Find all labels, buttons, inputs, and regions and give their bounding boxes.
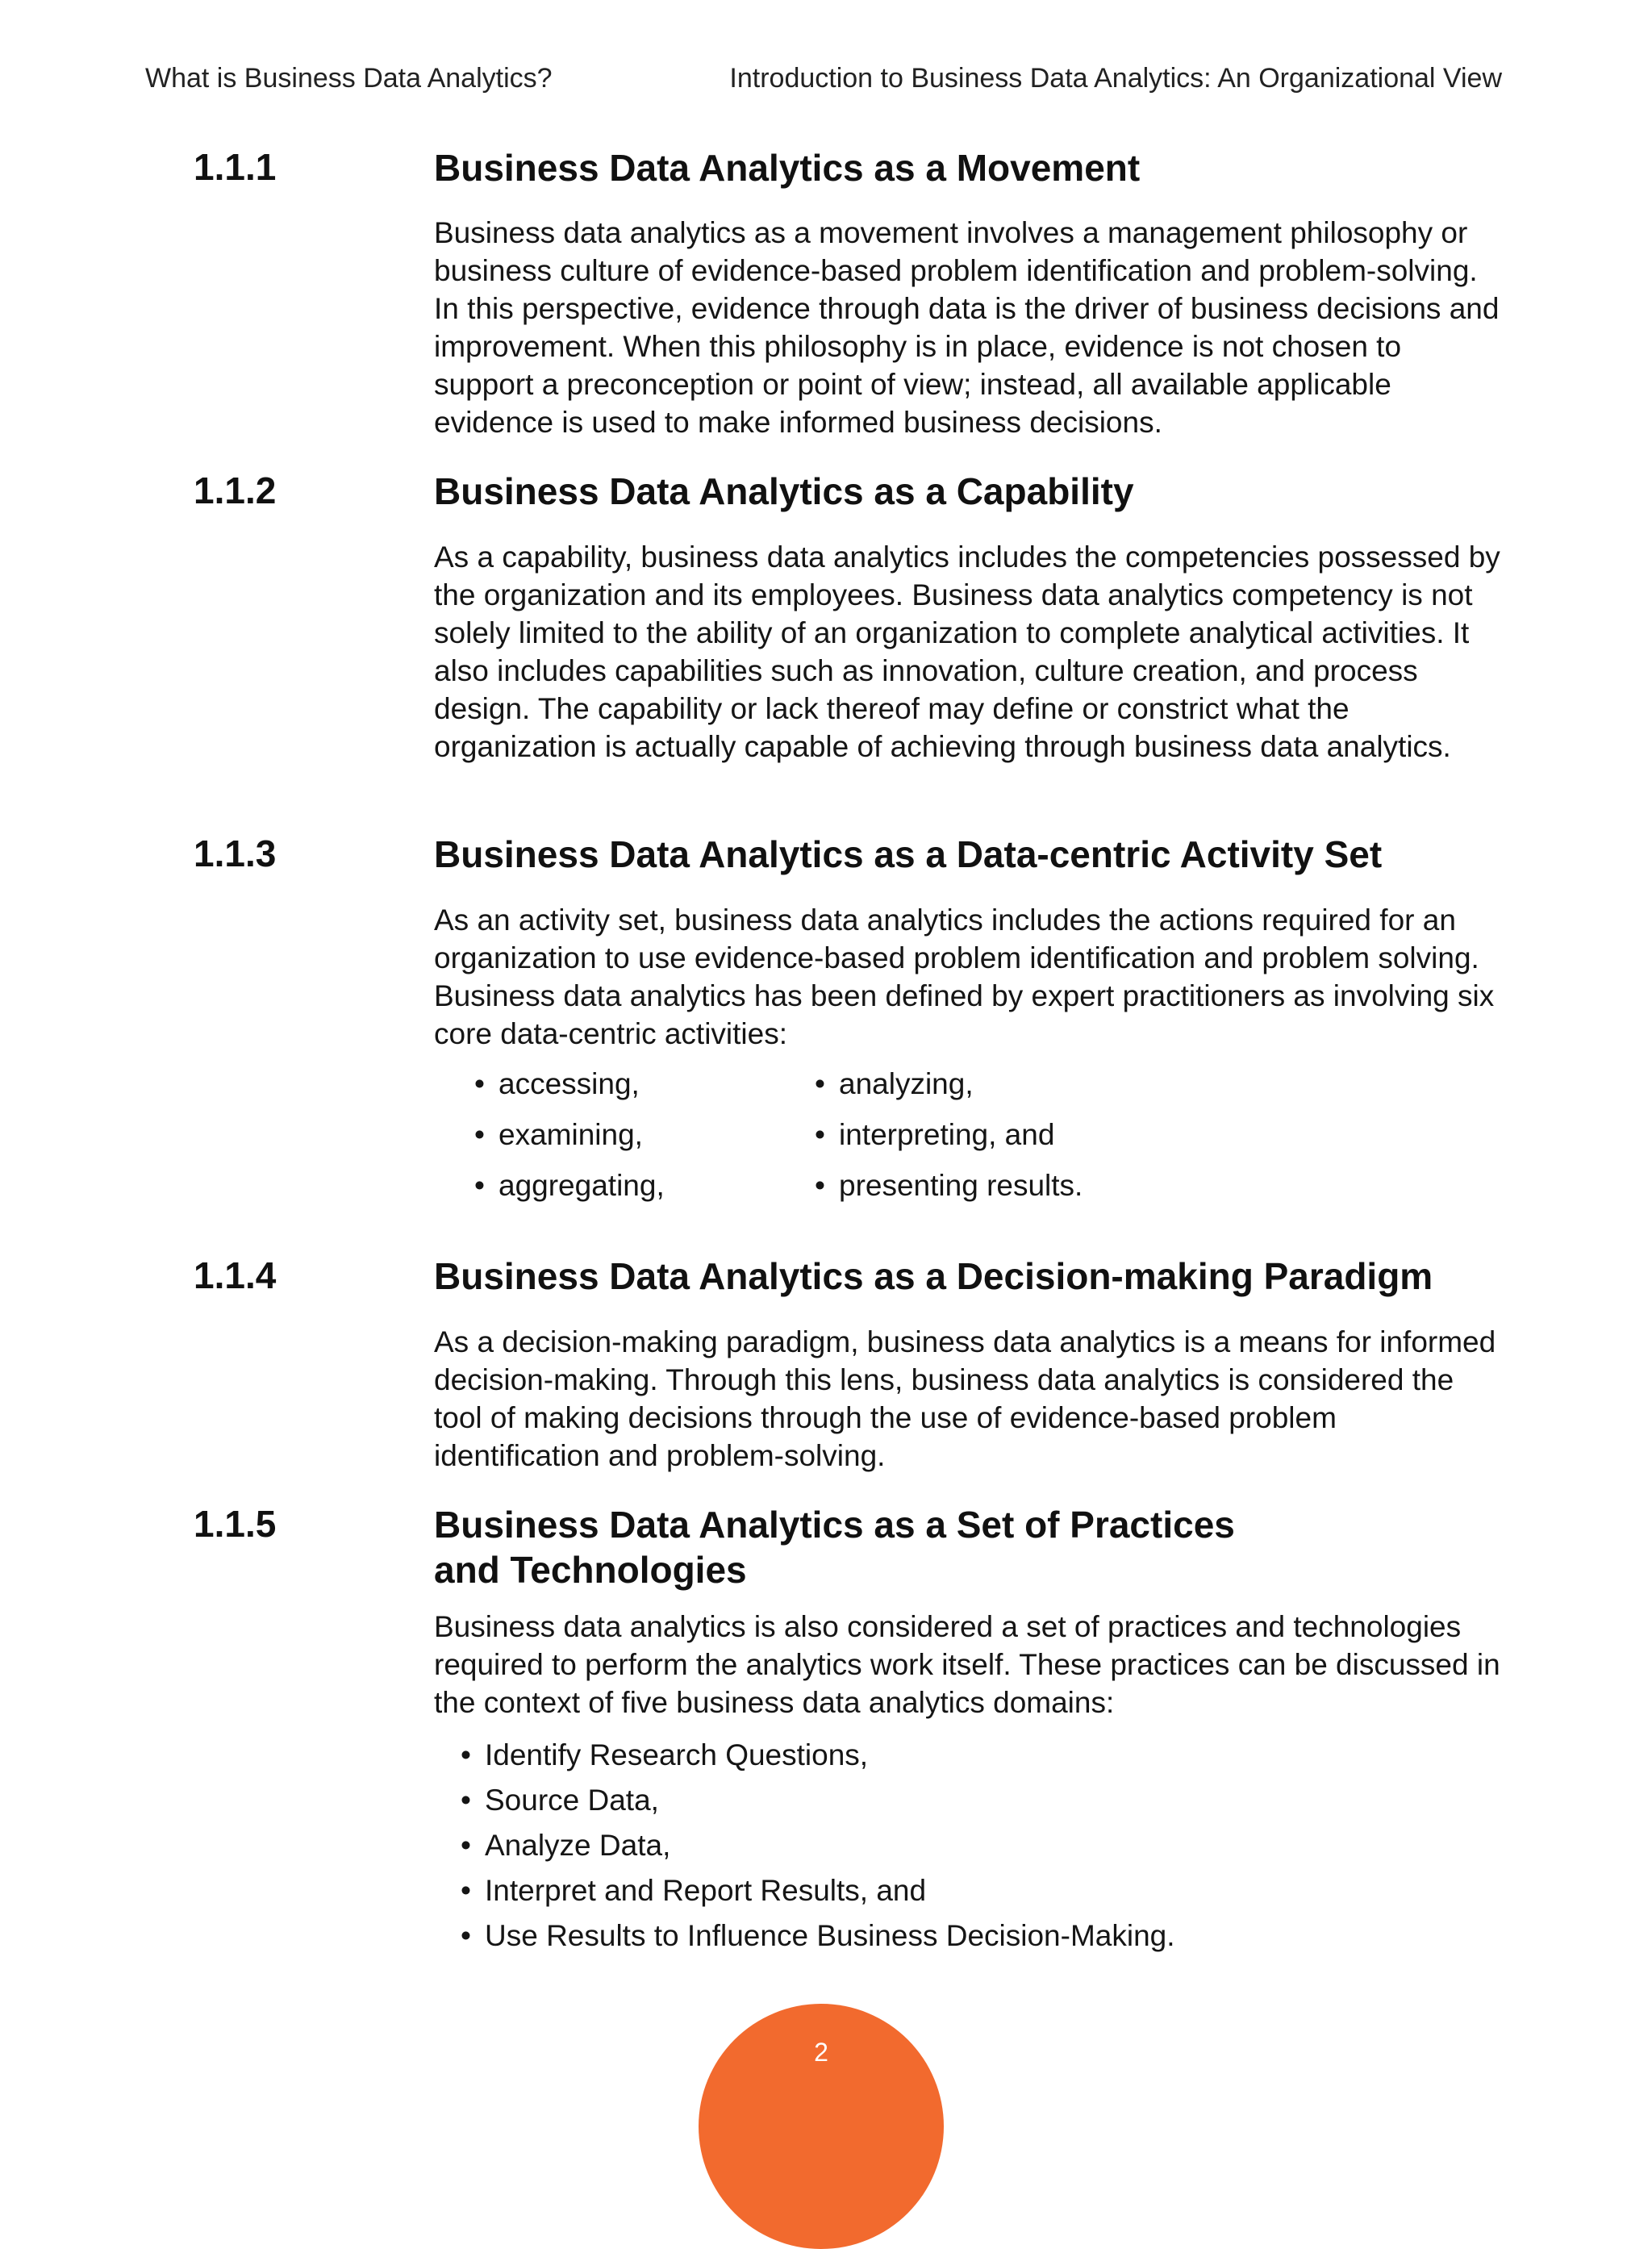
section-number: 1.1.1 [194, 146, 277, 188]
list-item: • Identify Research Questions, [461, 1733, 1175, 1778]
section-title: Business Data Analytics as a Decision-making Paradigm [434, 1255, 1433, 1297]
running-header-right: Introduction to Business Data Analytics: An Organizational View [729, 63, 1502, 94]
section-number: 1.1.5 [194, 1503, 277, 1545]
section-title: Business Data Analytics as a Data-centric Activity Set [434, 833, 1383, 875]
section-number: 1.1.2 [194, 469, 277, 511]
section-title: Business Data Analytics as a Capability [434, 470, 1134, 512]
list-item: • accessing, [474, 1058, 665, 1109]
domain-list [461, 1733, 1175, 1959]
activity-list-col1 [474, 1058, 665, 1211]
list-item: • Analyze Data, [461, 1823, 1175, 1868]
list-item: • presenting results. [815, 1160, 1083, 1211]
section-body: Business data analytics as a movement involves a management philosophy or business culture of evidence-based problem identification and problem-solving. In this perspective, evidence through data is the driver of business decisions and improvement. When this philosophy is in place, evidence is not chosen to support a preconception or point of view; instead, all available applicable evidence is used to make informed business decisions. [434, 216, 1500, 439]
activity-list-col2 [815, 1058, 1083, 1211]
section-number: 1.1.3 [194, 832, 277, 874]
section-number: 1.1.4 [194, 1254, 277, 1296]
section-body: As a capability, business data analytics includes the competencies possessed by the organization and its employees. Business data analytics competency is not solely limited to the ability of an organization to complete analytical activities. It also includes capabilities such as innovation, culture creation, and process design. The capability or lack thereof may define or constrict what the organization is actually capable of achieving through business data analytics. [434, 540, 1500, 763]
page-number: 2 [814, 2038, 828, 2067]
list-item: • aggregating, [474, 1160, 665, 1211]
list-item: • Use Results to Influence Business Decision-Making. [461, 1913, 1175, 1959]
list-item: • examining, [474, 1109, 665, 1160]
section-body: Business data analytics is also considered a set of practices and technologies required to perform the analytics work itself. These practices can be discussed in the context of five business data analytics domains: [434, 1610, 1500, 1719]
section-body: As an activity set, business data analytics includes the actions required for an organization to use evidence-based problem identification and problem solving. Business data analytics has been defined by expert practitioners as involving six core data-centric activities: [434, 903, 1495, 1050]
list-item: • interpreting, and [815, 1109, 1083, 1160]
list-item: • Interpret and Report Results, and [461, 1868, 1175, 1913]
list-item: • Source Data, [461, 1778, 1175, 1823]
running-header-left: What is Business Data Analytics? [145, 63, 553, 94]
section-title: Business Data Analytics as a Set of Practices and Technologies [434, 1504, 1235, 1591]
section-title: Business Data Analytics as a Movement [434, 147, 1141, 189]
list-item: • analyzing, [815, 1058, 1083, 1109]
section-body: As a decision-making paradigm, business data analytics is a means for informed decision-making. Through this lens, business data analytics is considered the tool of making decisions through the use of evidence-based problem identification and problem-solving. [434, 1325, 1496, 1472]
